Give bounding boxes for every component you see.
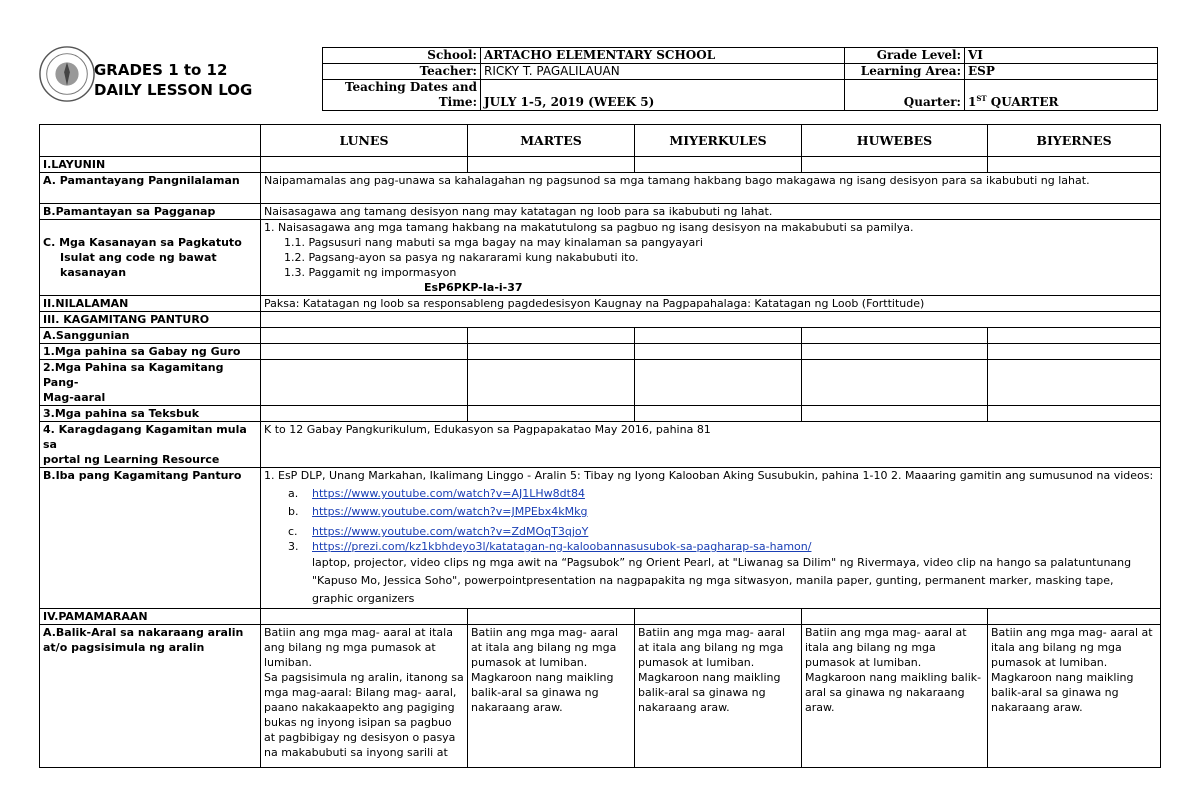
empty-cell [988,344,1161,360]
link-marker: a. [288,487,299,500]
empty-cell [802,157,988,173]
empty-cell [261,609,468,625]
empty-cell [635,406,802,422]
grade-value: VI [965,48,1158,64]
quarter-text: QUARTER [986,95,1059,109]
iba-line: 1. EsP DLP, Unang Markahan, Ikalimang Linggo - Aralin 5: Tibay ng Iyong Kalooban Aking Susubukin, pahina 1-10 2. Maaaring gamitin ang sumusunod na videos: [264,469,1154,482]
school-value: ARTACHO ELEMENTARY SCHOOL [481,48,845,64]
teksbuk-label: 3.Mga pahina sa Teksbuk [40,406,261,422]
nilalaman-label: II.NILALAMAN [40,296,261,312]
deped-seal-icon [38,45,96,103]
empty-cell [635,344,802,360]
link-marker: 3. [288,540,299,553]
karagdagang-kagamitan-value: K to 12 Gabay Pangkurikulum, Edukasyon sa Pagpapakatao May 2016, pahina 81 [261,422,1161,468]
gabay-label: 1.Mga pahina sa Gabay ng Guro [40,344,261,360]
teacher-label: Teacher: [323,64,481,80]
day-header-huwebes: HUWEBES [802,125,988,157]
karagdagang-line2: portal ng Learning Resource [43,453,220,466]
balik-aral-martes: Batiin ang mga mag- aaral at itala ang bilang ng mga pumasok at lumiban. Magkaroon nang maikling balik-aral sa ginawa ng nakaraang araw. [468,625,635,768]
empty-cell [802,406,988,422]
karagdagang-kagamitan-label [40,422,261,468]
lesson-log-table [39,124,1161,768]
empty-cell [468,360,635,406]
karagdagang-line1: 4. Karagdagang Kagamitan mula sa [43,423,247,451]
empty-cell [468,406,635,422]
kagamitan-pang-line1: 2.Mga Pahina sa Kagamitang Pang- [43,361,224,389]
day-header-biyernes: BIYERNES [988,125,1161,157]
pamantayang-pangnilalaman-label: A. Pamantayang Pangnilalaman [40,173,261,204]
balik-aral-lunes: Batiin ang mga mag- aaral at itala ang bilang ng mga pumasok at lumiban. Sa pagsisimula ng aralin, itanong sa mga mag-aaral: Bilang mag- aaral, paano nakakaapekto ang pagiging bukas ng inyong isipan sa pagbuo at pagbibigay ng desisyon o pasya na makabubuti sa inyong sarili at [261,625,468,768]
pamantayan-pagganap-value: Naisasagawa ang tamang desisyon nang may katatagan ng loob para sa ikabubuti ng lahat. [261,204,1161,220]
empty-cell [261,328,468,344]
kasanayan-code: EsP6PKP-Ia-i-37 [424,281,523,294]
empty-cell [635,328,802,344]
page-title [94,60,252,100]
empty-cell [261,157,468,173]
iba-pang-kagamitan-value [261,468,1161,609]
empty-cell [802,360,988,406]
school-label: School: [323,48,481,64]
header-info-table [322,47,1158,111]
pamamaraan-label: IV.PAMAMARAAN [40,609,261,625]
youtube-link-c[interactable]: https://www.youtube.com/watch?v=ZdMOqT3qjoY [312,525,589,538]
day-header-martes: MARTES [468,125,635,157]
kasanayan-label [40,220,261,296]
empty-cell [635,157,802,173]
day-header-lunes: LUNES [261,125,468,157]
empty-cell [261,344,468,360]
empty-cell [635,360,802,406]
layunin-label: I.LAYUNIN [40,157,261,173]
area-label: Learning Area: [845,64,965,80]
balik-aral-miyerkules: Batiin ang mga mag- aaral at itala ang bilang ng mga pumasok at lumiban. Magkaroon nang maikling balik-aral sa ginawa ng nakaraang araw. [635,625,802,768]
youtube-link-a[interactable]: https://www.youtube.com/watch?v=AJ1LHw8dt84 [312,487,585,500]
title-line-1: GRADES 1 to 12 [94,61,228,79]
quarter-num: 1 [968,95,977,109]
kasanayan-label-line1: C. Mga Kasanayan sa Pagkatuto [43,236,242,249]
title-line-2: DAILY LESSON LOG [94,81,253,99]
iba-extra-materials: laptop, projector, video clips ng mga awit na “Pagsubok” ng Orient Pearl, at "Liwanag sa Dilim" ng Rivermaya, video clip na hango sa palatuntunang "Kapuso Mo, Jessica Soho", powerpointpresentation na nagpapakita ng mga sitwasyon, manila paper, gunting, permanent marker, masking tape, graphic organizers [312,556,1132,605]
kasanayan-label-line2: Isulat ang code ng bawat kasanayan [60,251,217,279]
empty-cell [261,406,468,422]
link-item [264,539,1157,554]
dates-value: JULY 1-5, 2019 (WEEK 5) [481,80,845,111]
teacher-value: RICKY T. PAGALILAUAN [481,64,845,80]
empty-cell [802,609,988,625]
balik-aral-label: A.Balik-Aral sa nakaraang aralin at/o pagsisimula ng aralin [40,625,261,768]
sanggunian-label: A.Sanggunian [40,328,261,344]
dates-label-line1: Teaching Dates and [344,80,477,94]
pamantayan-pagganap-label: B.Pamantayan sa Pagganap [40,204,261,220]
kasanayan-line: 1.2. Pagsang-ayon sa pasya ng nakararami kung nakabubuti ito. [284,251,639,264]
empty-cell [988,360,1161,406]
quarter-sup: ST [976,94,987,103]
kasanayan-value [261,220,1161,296]
empty-cell [802,328,988,344]
dates-label [323,80,481,111]
empty-cell [261,360,468,406]
empty-cell [468,344,635,360]
empty-cell [261,312,1161,328]
link-marker: b. [288,505,299,518]
link-item [264,504,1157,519]
kagamitan-pang-mag-aaral-label [40,360,261,406]
kasanayan-line: 1. Naisasagawa ang mga tamang hakbang na makatutulong sa pagbuo ng isang desisyon na makabubuti sa pamilya. [264,221,914,234]
empty-cell [802,344,988,360]
kagamitan-pang-line2: Mag-aaral [43,391,106,404]
nilalaman-value: Paksa: Katatagan ng loob sa responsableng pagdedesisyon Kaugnay na Pagpapahalaga: Katatagan ng Loob (Forttitude) [261,296,1161,312]
link-marker: c. [288,525,298,538]
corner-cell [40,125,261,157]
pamantayang-pangnilalaman-value: Naipamamalas ang pag-unawa sa kahalagahan ng pagsunod sa mga tamang hakbang bago makagawa ng isang desisyon para sa ikabubuti ng lahat. [261,173,1161,204]
iba-pang-kagamitan-label: B.Iba pang Kagamitang Panturo [40,468,261,609]
link-item [264,486,1157,501]
youtube-link-b[interactable]: https://www.youtube.com/watch?v=JMPEbx4kMkg [312,505,588,518]
kagamitan-label: III. KAGAMITANG PANTURO [40,312,261,328]
kasanayan-line: 1.1. Pagsusuri nang mabuti sa mga bagay na may kinalaman sa pangyayari [284,236,703,249]
quarter-value [965,80,1158,111]
empty-cell [468,157,635,173]
kasanayan-line: 1.3. Paggamit ng impormasyon [284,266,457,279]
empty-cell [988,328,1161,344]
empty-cell [988,157,1161,173]
day-header-miyerkules: MIYERKULES [635,125,802,157]
empty-cell [468,609,635,625]
quarter-label: Quarter: [845,80,965,111]
area-value: ESP [965,64,1158,80]
dates-label-line2: Time: [438,95,477,109]
empty-cell [635,609,802,625]
link-item [264,524,1157,539]
empty-cell [468,328,635,344]
prezi-link[interactable]: https://prezi.com/kz1kbhdeyo3l/katatagan-ng-kaloobannasusubok-sa-pagharap-sa-hamon/ [312,540,812,553]
grade-label: Grade Level: [845,48,965,64]
balik-aral-biyernes: Batiin ang mga mag- aaral at itala ang bilang ng mga pumasok at lumiban. Magkaroon nang maikling balik-aral sa ginawa ng nakaraang araw. [988,625,1161,768]
balik-aral-huwebes: Batiin ang mga mag- aaral at itala ang bilang ng mga pumasok at lumiban. Magkaroon nang maikling balik-aral sa ginawa ng nakaraang araw. [802,625,988,768]
empty-cell [988,609,1161,625]
empty-cell [988,406,1161,422]
